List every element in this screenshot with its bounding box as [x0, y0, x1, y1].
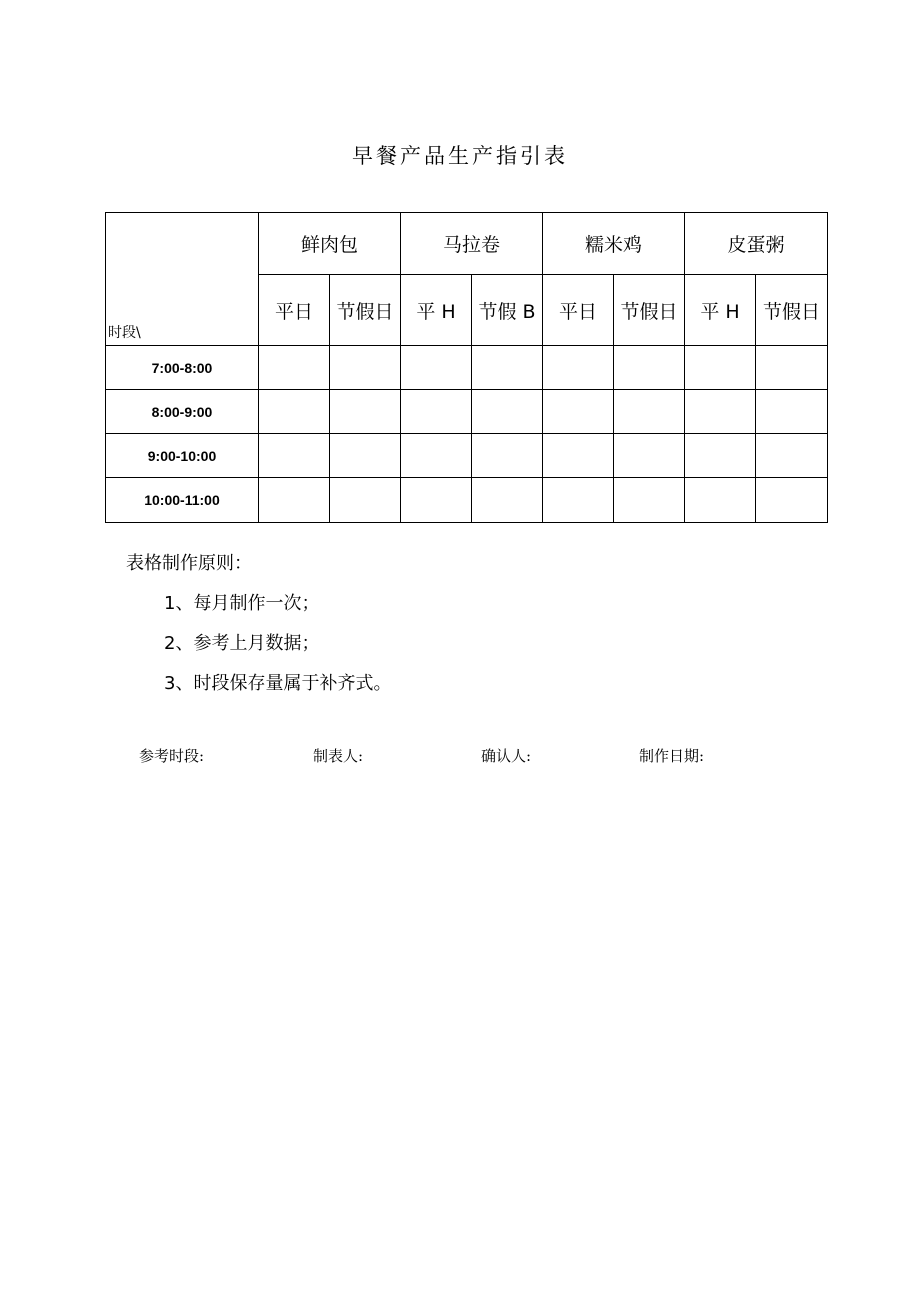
quantity-cell: [756, 390, 828, 434]
day-type-header: 平日: [259, 275, 330, 346]
quantity-cell: [685, 478, 756, 523]
product-header: 马拉卷: [401, 213, 543, 275]
quantity-cell: [259, 390, 330, 434]
production-guide-table: [105, 212, 828, 523]
quantity-cell: [472, 434, 543, 478]
quantity-cell: [614, 478, 685, 523]
quantity-cell: [401, 346, 472, 390]
quantity-cell: [330, 346, 401, 390]
table-row: [106, 346, 828, 390]
note-item: 3、时段保存量属于补齐式。: [164, 673, 392, 694]
time-slot-cell: 7:00-8:00: [106, 346, 259, 390]
time-slot-cell: 9:00-10:00: [106, 434, 259, 478]
quantity-cell: [472, 346, 543, 390]
note-item: 2、参考上月数据；: [164, 633, 320, 654]
day-type-header: 节假日: [614, 275, 685, 346]
confirmed-by-label: 确认人:: [481, 747, 532, 765]
table-row: [106, 478, 828, 523]
quantity-cell: [756, 346, 828, 390]
product-header-row: [106, 213, 828, 275]
notes-section: [126, 544, 391, 704]
quantity-cell: [259, 434, 330, 478]
quantity-cell: [614, 346, 685, 390]
quantity-cell: [543, 346, 614, 390]
day-type-header: 节假日: [756, 275, 828, 346]
corner-label: 时段\: [108, 325, 141, 341]
product-header: 皮蛋粥: [685, 213, 828, 275]
quantity-cell: [543, 434, 614, 478]
quantity-cell: [472, 390, 543, 434]
quantity-cell: [685, 390, 756, 434]
quantity-cell: [330, 390, 401, 434]
table-row: [106, 390, 828, 434]
day-type-header: 节假 B: [472, 275, 543, 346]
product-header: 糯米鸡: [543, 213, 685, 275]
quantity-cell: [685, 346, 756, 390]
quantity-cell: [543, 478, 614, 523]
reference-period-label: 参考时段:: [139, 747, 205, 765]
quantity-cell: [401, 478, 472, 523]
time-slot-cell: 8:00-9:00: [106, 390, 259, 434]
day-type-header: 平 H: [685, 275, 756, 346]
quantity-cell: [685, 434, 756, 478]
day-type-header: 平 H: [401, 275, 472, 346]
quantity-cell: [330, 478, 401, 523]
quantity-cell: [330, 434, 401, 478]
quantity-cell: [614, 390, 685, 434]
day-type-header: 节假日: [330, 275, 401, 346]
notes-heading: 表格制作原则：: [126, 553, 252, 574]
quantity-cell: [259, 478, 330, 523]
quantity-cell: [259, 346, 330, 390]
quantity-cell: [472, 478, 543, 523]
corner-header-cell: [106, 213, 259, 346]
quantity-cell: [756, 478, 828, 523]
quantity-cell: [756, 434, 828, 478]
product-header: 鲜肉包: [259, 213, 401, 275]
prepared-by-label: 制表人:: [313, 747, 364, 765]
quantity-cell: [401, 390, 472, 434]
note-item: 1、每月制作一次；: [164, 593, 320, 614]
day-type-header: 平日: [543, 275, 614, 346]
date-label: 制作日期:: [639, 747, 705, 765]
quantity-cell: [614, 434, 685, 478]
quantity-cell: [401, 434, 472, 478]
document-title: 早餐产品生产指引表: [352, 144, 568, 168]
quantity-cell: [543, 390, 614, 434]
time-slot-cell: 10:00-11:00: [106, 478, 259, 523]
table-row: [106, 434, 828, 478]
